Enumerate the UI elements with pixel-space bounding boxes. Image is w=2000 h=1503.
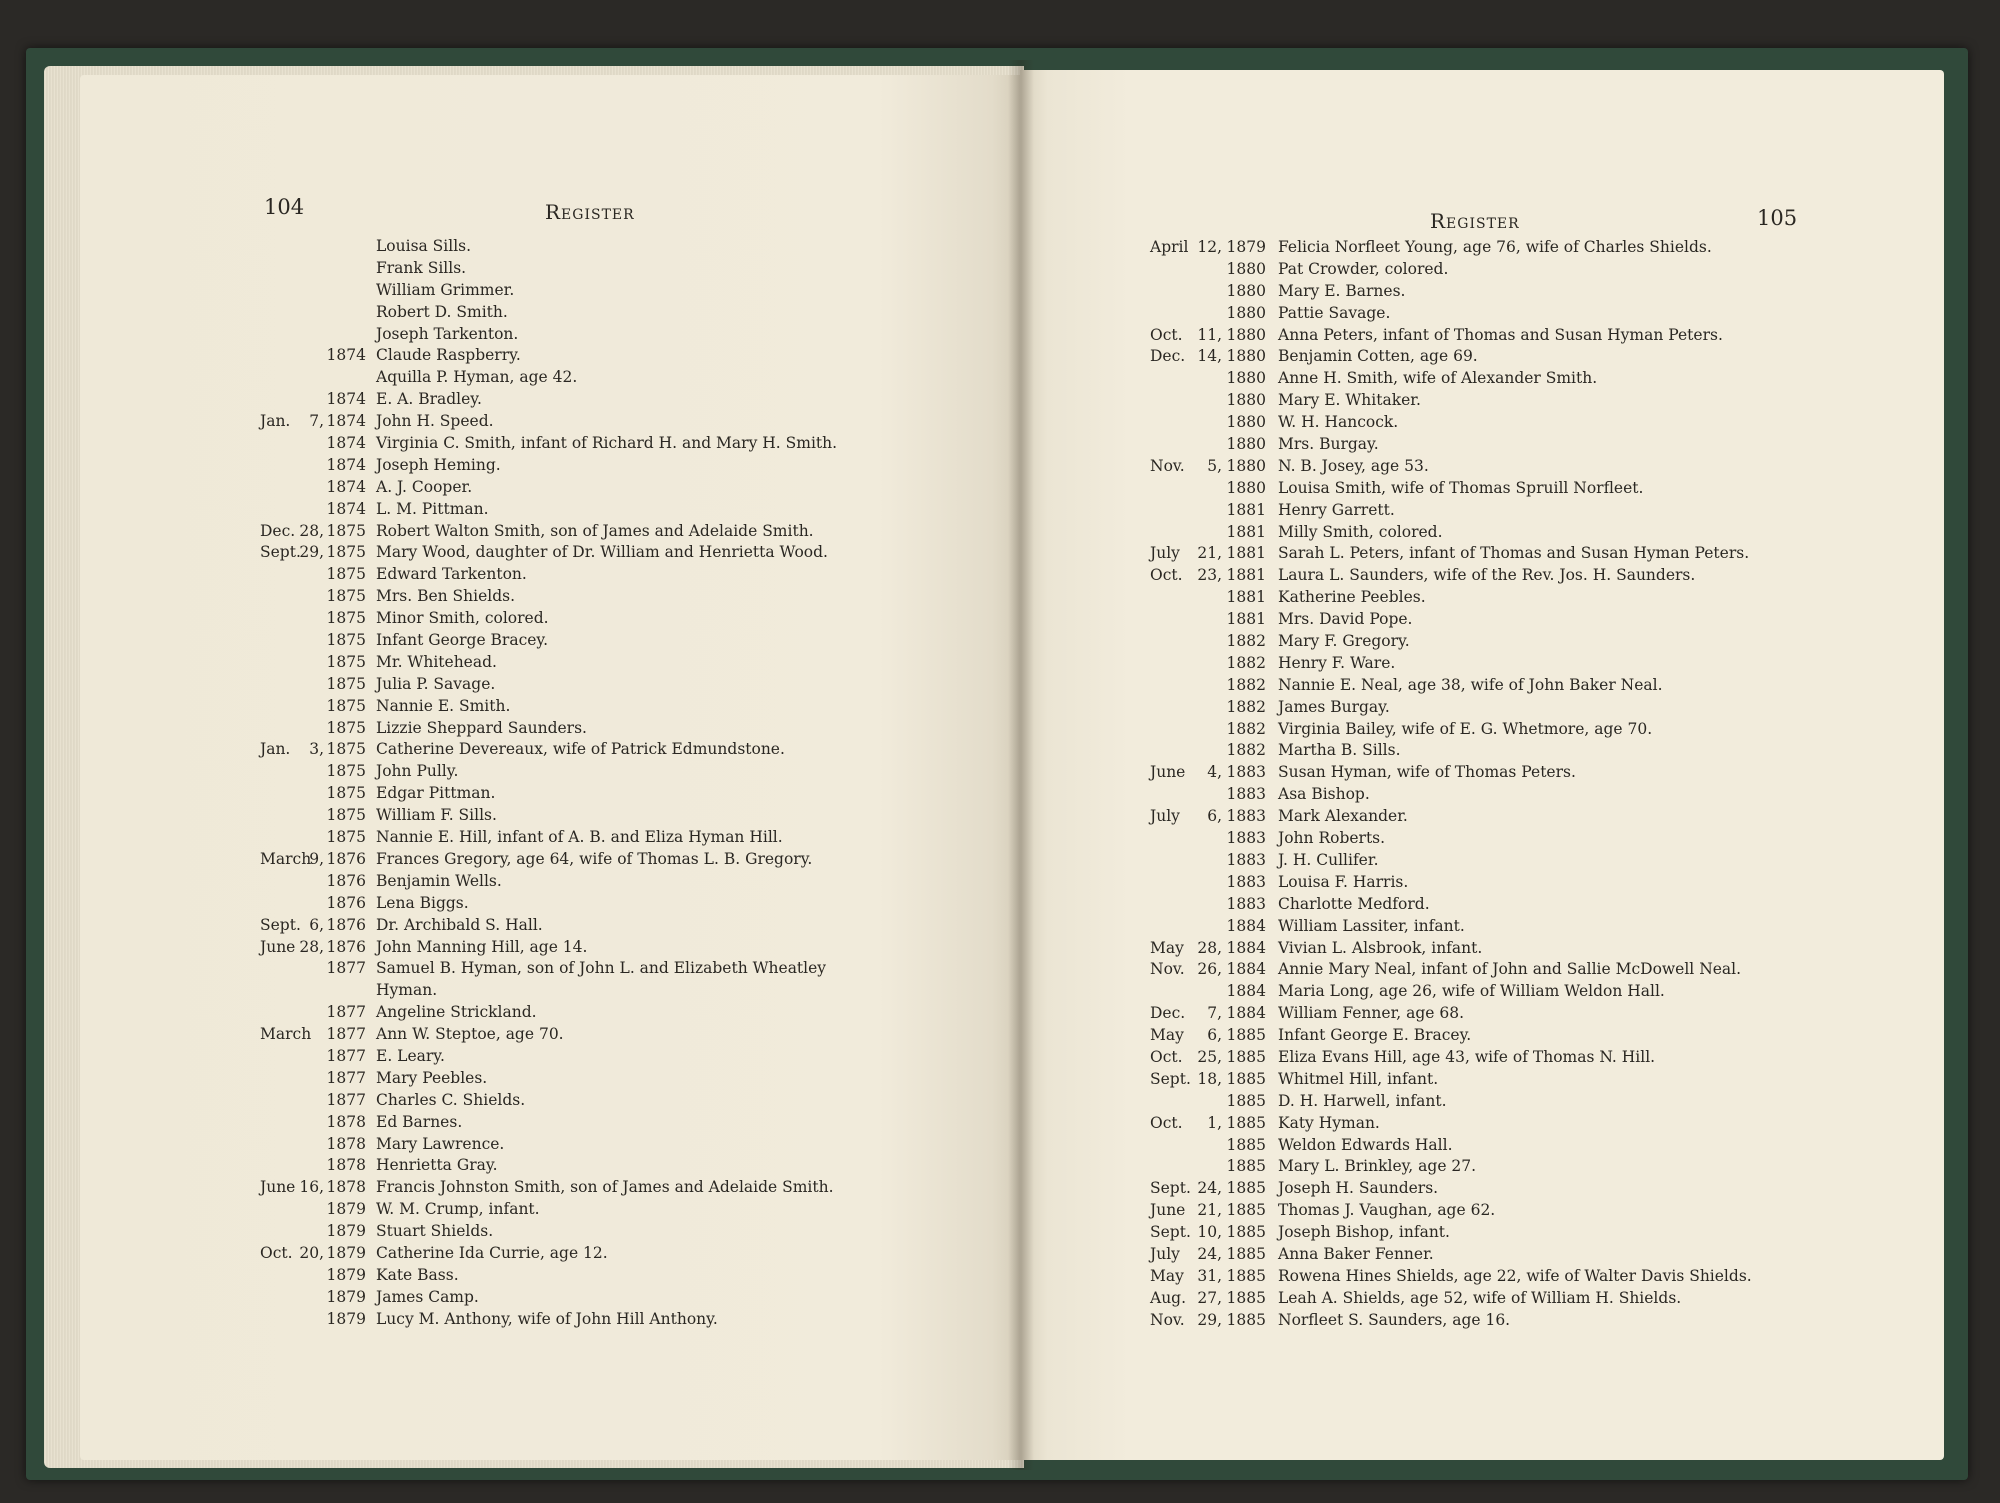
entry-day: 3, bbox=[309, 740, 324, 759]
entry-year: 1876 bbox=[326, 849, 366, 868]
entry-name: Robert Walton Smith, son of James and Adelaide Smith. bbox=[376, 521, 814, 540]
entry-day: 7, bbox=[1207, 1004, 1222, 1023]
entry-name: A. J. Cooper. bbox=[376, 477, 473, 496]
entry-year: 1885 bbox=[1226, 1310, 1266, 1329]
entry-month: April bbox=[1150, 238, 1189, 256]
entry-year: 1875 bbox=[326, 674, 366, 693]
entry-month: Oct. bbox=[1150, 325, 1183, 344]
entry-name: Louisa F. Harris. bbox=[1278, 872, 1409, 891]
entry-day: 11, bbox=[1197, 325, 1222, 344]
entry-year: 1885 bbox=[1226, 1157, 1266, 1176]
entry-year: 1881 bbox=[1226, 566, 1266, 585]
entry-year: 1878 bbox=[326, 1178, 366, 1197]
entry-name: Louisa Sills. bbox=[376, 237, 472, 255]
entry-name: Dr. Archibald S. Hall. bbox=[376, 915, 543, 934]
entry-name: Sarah L. Peters, infant of Thomas and Susan Hyman Peters. bbox=[1278, 544, 1750, 563]
entry-year: 1885 bbox=[1226, 1244, 1266, 1263]
entry-day: 28, bbox=[299, 521, 324, 540]
entry-year: 1879 bbox=[326, 1222, 366, 1241]
entry-year: 1874 bbox=[326, 434, 366, 453]
entry-name: Edgar Pittman. bbox=[376, 784, 496, 803]
entry-year: 1875 bbox=[326, 718, 366, 737]
entry-year: 1875 bbox=[326, 543, 366, 562]
entry-year: 1880 bbox=[1226, 281, 1266, 300]
entry-year: 1883 bbox=[1226, 829, 1266, 848]
entry-year: 1883 bbox=[1226, 763, 1266, 782]
entry-name: Weldon Edwards Hall. bbox=[1278, 1135, 1453, 1154]
entry-month: Sept. bbox=[260, 543, 301, 562]
entry-year: 1884 bbox=[1226, 938, 1266, 957]
entry-name: Virginia C. Smith, infant of Richard H. and Mary H. Smith. bbox=[376, 434, 838, 453]
entry-name: Catherine Ida Currie, age 12. bbox=[376, 1243, 608, 1262]
entry-month: March bbox=[260, 1025, 312, 1044]
entry-name: Rowena Hines Shields, age 22, wife of Walter Davis Shields. bbox=[1278, 1266, 1752, 1285]
entry-name: Nannie E. Hill, infant of A. B. and Eliza Hyman Hill. bbox=[376, 828, 783, 847]
entry-day: 4, bbox=[1207, 763, 1222, 782]
entry-month: Oct. bbox=[260, 1243, 293, 1262]
entry-year: 1876 bbox=[326, 893, 366, 912]
entry-month: Dec. bbox=[1150, 1004, 1186, 1023]
entry-name: Stuart Shields. bbox=[376, 1222, 494, 1241]
entry-name: Eliza Evans Hill, age 43, wife of Thomas N. Hill. bbox=[1278, 1047, 1656, 1066]
entry-name: Thomas J. Vaughan, age 62. bbox=[1278, 1201, 1496, 1220]
entry-name: William F. Sills. bbox=[376, 806, 497, 825]
entry-name: E. A. Bradley. bbox=[376, 390, 482, 409]
entry-day: 12, bbox=[1197, 238, 1222, 256]
entry-day: 6, bbox=[309, 915, 324, 934]
entry-year: 1881 bbox=[1226, 588, 1266, 607]
entry-month: June bbox=[260, 937, 296, 956]
entry-year: 1875 bbox=[326, 696, 366, 715]
entry-year: 1880 bbox=[1226, 347, 1266, 366]
entry-year: 1875 bbox=[326, 609, 366, 628]
entry-day: 31, bbox=[1197, 1266, 1222, 1285]
entry-year: 1877 bbox=[326, 1025, 366, 1044]
entry-year: 1884 bbox=[1226, 982, 1266, 1001]
page-number-right: 105 bbox=[1757, 206, 1798, 230]
entry-year: 1875 bbox=[326, 828, 366, 847]
entry-name: Mary F. Gregory. bbox=[1278, 632, 1410, 651]
entry-year: 1877 bbox=[326, 1003, 366, 1022]
entry-name: Lucy M. Anthony, wife of John Hill Anthony. bbox=[376, 1309, 718, 1328]
entry-year: 1880 bbox=[1226, 391, 1266, 410]
entry-name: Anna Peters, infant of Thomas and Susan Hyman Peters. bbox=[1278, 325, 1723, 344]
entry-month: Sept. bbox=[1150, 1069, 1191, 1088]
entry-name: Samuel B. Hyman, son of John L. and Elizabeth Wheatley bbox=[376, 959, 827, 978]
page-number-left: 104 bbox=[264, 195, 305, 219]
entry-name: Kate Bass. bbox=[376, 1265, 459, 1284]
entry-name: Henrietta Gray. bbox=[376, 1156, 498, 1175]
entry-year: 1884 bbox=[1226, 960, 1266, 979]
entry-name: Julia P. Savage. bbox=[376, 674, 496, 693]
entry-name: W. H. Hancock. bbox=[1278, 413, 1399, 432]
running-header-right: Register bbox=[1430, 209, 1520, 233]
entry-year: 1882 bbox=[1226, 697, 1266, 716]
entry-name: Francis Johnston Smith, son of James and Adelaide Smith. bbox=[376, 1178, 834, 1197]
entry-name: Mary Wood, daughter of Dr. William and Henrietta Wood. bbox=[376, 543, 828, 562]
entry-name: Nannie E. Neal, age 38, wife of John Baker Neal. bbox=[1278, 675, 1663, 694]
entry-name: Annie Mary Neal, infant of John and Sallie McDowell Neal. bbox=[1278, 960, 1742, 979]
entry-year: 1879 bbox=[326, 1200, 366, 1219]
entry-day: 14, bbox=[1197, 347, 1222, 366]
entry-day: 16, bbox=[299, 1178, 324, 1197]
entry-year: 1874 bbox=[326, 455, 366, 474]
entry-month: Nov. bbox=[1150, 1310, 1185, 1329]
entry-year: 1875 bbox=[326, 784, 366, 803]
entry-name: John H. Speed. bbox=[376, 412, 494, 431]
entry-month: July bbox=[1150, 1244, 1180, 1263]
entry-name: Benjamin Cotten, age 69. bbox=[1278, 347, 1478, 366]
left-page bbox=[80, 75, 1020, 1460]
entry-name: John Roberts. bbox=[1278, 829, 1386, 848]
entry-year: 1884 bbox=[1226, 1004, 1266, 1023]
entry-year: 1879 bbox=[1226, 238, 1266, 256]
entry-year: 1874 bbox=[326, 477, 366, 496]
entry-month: May bbox=[1150, 938, 1184, 957]
entry-month: Aug. bbox=[1150, 1288, 1187, 1307]
entry-name: Lena Biggs. bbox=[376, 893, 469, 912]
entry-year: 1876 bbox=[326, 915, 366, 934]
entry-name: Catherine Devereaux, wife of Patrick Edmundstone. bbox=[376, 740, 785, 759]
entry-year: 1885 bbox=[1226, 1223, 1266, 1242]
entry-month: Jan. bbox=[260, 740, 291, 759]
entry-name: Whitmel Hill, infant. bbox=[1278, 1069, 1439, 1088]
entry-name: Mark Alexander. bbox=[1278, 807, 1408, 826]
entry-year: 1876 bbox=[326, 871, 366, 890]
entry-year: 1882 bbox=[1226, 675, 1266, 694]
entry-year: 1874 bbox=[326, 346, 366, 365]
entry-year: 1883 bbox=[1226, 894, 1266, 913]
entry-year: 1874 bbox=[326, 390, 366, 409]
entry-name: Mary L. Brinkley, age 27. bbox=[1278, 1157, 1477, 1176]
entry-name: Aquilla P. Hyman, age 42. bbox=[376, 368, 578, 387]
entry-year: 1880 bbox=[1226, 325, 1266, 344]
entry-month: March bbox=[260, 849, 312, 868]
entry-name: John Pully. bbox=[376, 762, 459, 781]
entry-name: Mary Peebles. bbox=[376, 1068, 488, 1087]
entry-month: June bbox=[1150, 1201, 1186, 1220]
entry-year: 1880 bbox=[1226, 369, 1266, 388]
entry-month: Sept. bbox=[260, 915, 301, 934]
entry-month: Oct. bbox=[1150, 1047, 1183, 1066]
entry-year: 1877 bbox=[326, 959, 366, 978]
entry-year: 1881 bbox=[1226, 522, 1266, 541]
entry-name: Norfleet S. Saunders, age 16. bbox=[1278, 1310, 1511, 1329]
entry-year: 1875 bbox=[326, 762, 366, 781]
entry-month: Oct. bbox=[1150, 1113, 1183, 1132]
entry-day: 1, bbox=[1207, 1113, 1222, 1132]
entry-name: Anna Baker Fenner. bbox=[1278, 1244, 1434, 1263]
entry-day: 28, bbox=[299, 937, 324, 956]
right-page bbox=[1020, 70, 1944, 1460]
entry-month: July bbox=[1150, 807, 1180, 826]
entry-day: 29, bbox=[299, 543, 324, 562]
entry-year: 1885 bbox=[1226, 1201, 1266, 1220]
entry-year: 1882 bbox=[1226, 632, 1266, 651]
entry-name: Joseph Bishop, infant. bbox=[1278, 1223, 1450, 1242]
entry-year: 1875 bbox=[326, 652, 366, 671]
entry-name: Mr. Whitehead. bbox=[376, 652, 497, 671]
entry-year: 1883 bbox=[1226, 850, 1266, 869]
entry-name: Susan Hyman, wife of Thomas Peters. bbox=[1278, 763, 1576, 782]
entry-name: Infant George E. Bracey. bbox=[1278, 1026, 1472, 1045]
entry-name: Mary E. Barnes. bbox=[1278, 281, 1406, 300]
entry-name: Katy Hyman. bbox=[1278, 1113, 1380, 1132]
entry-day: 7, bbox=[309, 412, 324, 431]
entry-month: Sept. bbox=[1150, 1179, 1191, 1198]
entry-year: 1885 bbox=[1226, 1026, 1266, 1045]
entry-year: 1880 bbox=[1226, 413, 1266, 432]
entry-name: James Camp. bbox=[376, 1287, 479, 1306]
entry-month: July bbox=[1150, 544, 1180, 563]
entry-year: 1880 bbox=[1226, 456, 1266, 475]
entry-name: N. B. Josey, age 53. bbox=[1278, 456, 1429, 475]
entry-year: 1881 bbox=[1226, 610, 1266, 629]
entry-year: 1878 bbox=[326, 1134, 366, 1153]
entry-name: Claude Raspberry. bbox=[376, 346, 521, 365]
entry-day: 5, bbox=[1207, 456, 1222, 475]
entry-month: June bbox=[1150, 763, 1186, 782]
entry-year: 1875 bbox=[326, 521, 366, 540]
entry-day: 28, bbox=[1197, 938, 1222, 957]
entry-year: 1878 bbox=[326, 1112, 366, 1131]
entry-year: 1877 bbox=[326, 1068, 366, 1087]
entry-name: Mary Lawrence. bbox=[376, 1134, 505, 1153]
entry-year: 1885 bbox=[1226, 1113, 1266, 1132]
entry-year: 1885 bbox=[1226, 1288, 1266, 1307]
entry-name: Henry Garrett. bbox=[1278, 500, 1395, 519]
entry-year: 1881 bbox=[1226, 544, 1266, 563]
entry-year: 1874 bbox=[326, 499, 366, 518]
entry-day: 6, bbox=[1207, 1026, 1222, 1045]
entry-name: Virginia Bailey, wife of E. G. Whetmore, age 70. bbox=[1278, 719, 1653, 738]
entry-month: Sept. bbox=[1150, 1223, 1191, 1242]
entry-name: James Burgay. bbox=[1278, 697, 1390, 716]
entry-year: 1885 bbox=[1226, 1179, 1266, 1198]
entry-year: 1885 bbox=[1226, 1091, 1266, 1110]
entry-year: 1882 bbox=[1226, 741, 1266, 760]
running-header-left: Register bbox=[545, 200, 635, 224]
entry-year: 1879 bbox=[326, 1287, 366, 1306]
entry-name: D. H. Harwell, infant. bbox=[1278, 1091, 1447, 1110]
entry-name: Martha B. Sills. bbox=[1278, 741, 1401, 760]
entry-year: 1885 bbox=[1226, 1047, 1266, 1066]
entry-year: 1885 bbox=[1226, 1135, 1266, 1154]
entry-name: L. M. Pittman. bbox=[376, 499, 489, 518]
entry-name: E. Leary. bbox=[376, 1046, 445, 1065]
entry-day: 24, bbox=[1197, 1179, 1222, 1198]
entry-name: William Fenner, age 68. bbox=[1278, 1004, 1465, 1023]
entry-year: 1875 bbox=[326, 740, 366, 759]
entry-day: 6, bbox=[1207, 807, 1222, 826]
entry-name: Nannie E. Smith. bbox=[376, 696, 511, 715]
entry-name: Mrs. Burgay. bbox=[1278, 435, 1379, 454]
entry-month: Oct. bbox=[1150, 566, 1183, 585]
book-gutter bbox=[1008, 60, 1034, 1470]
entry-name: J. H. Cullifer. bbox=[1278, 850, 1379, 869]
entry-name: Henry F. Ware. bbox=[1278, 653, 1396, 672]
entry-month: Nov. bbox=[1150, 456, 1185, 475]
entry-name: Angeline Strickland. bbox=[376, 1003, 537, 1022]
entry-name: Joseph Heming. bbox=[376, 455, 501, 474]
entry-day: 21, bbox=[1197, 544, 1222, 563]
entry-name: Pat Crowder, colored. bbox=[1278, 259, 1449, 278]
entry-name: Joseph H. Saunders. bbox=[1278, 1179, 1439, 1198]
entry-year: 1884 bbox=[1226, 916, 1266, 935]
entry-year: 1879 bbox=[326, 1309, 366, 1328]
entry-year: 1876 bbox=[326, 937, 366, 956]
entry-year: 1879 bbox=[326, 1265, 366, 1284]
entry-name: Hyman. bbox=[376, 981, 438, 1000]
entry-name: Robert D. Smith. bbox=[376, 302, 508, 321]
entry-year: 1883 bbox=[1226, 872, 1266, 891]
entry-name: William Grimmer. bbox=[376, 280, 515, 299]
entry-month: Jan. bbox=[260, 412, 291, 431]
entry-name: Felicia Norfleet Young, age 76, wife of Charles Shields. bbox=[1278, 238, 1712, 256]
entry-name: Minor Smith, colored. bbox=[376, 609, 549, 628]
entry-year: 1877 bbox=[326, 1046, 366, 1065]
entry-name: Edward Tarkenton. bbox=[376, 565, 527, 584]
entry-name: John Manning Hill, age 14. bbox=[376, 937, 588, 956]
entry-name: Mrs. David Pope. bbox=[1278, 610, 1413, 629]
entry-name: Laura L. Saunders, wife of the Rev. Jos. H. Saunders. bbox=[1278, 566, 1696, 585]
entry-year: 1879 bbox=[326, 1243, 366, 1262]
entry-day: 27, bbox=[1197, 1288, 1222, 1307]
entry-name: Ed Barnes. bbox=[376, 1112, 463, 1131]
entry-name: Charles C. Shields. bbox=[376, 1090, 526, 1109]
entry-year: 1880 bbox=[1226, 435, 1266, 454]
entry-day: 20, bbox=[299, 1243, 324, 1262]
entry-name: Benjamin Wells. bbox=[376, 871, 502, 890]
entry-month: May bbox=[1150, 1266, 1184, 1285]
entry-day: 21, bbox=[1197, 1201, 1222, 1220]
entry-name: Asa Bishop. bbox=[1278, 785, 1370, 804]
entry-name: Maria Long, age 26, wife of William Weldon Hall. bbox=[1278, 982, 1665, 1001]
entry-year: 1880 bbox=[1226, 478, 1266, 497]
entry-day: 9, bbox=[309, 849, 324, 868]
entry-year: 1885 bbox=[1226, 1069, 1266, 1088]
entry-day: 26, bbox=[1197, 960, 1222, 979]
entry-month: Dec. bbox=[1150, 347, 1186, 366]
entry-month: Dec. bbox=[260, 521, 296, 540]
entry-name: Frances Gregory, age 64, wife of Thomas L. B. Gregory. bbox=[376, 849, 813, 868]
entry-year: 1875 bbox=[326, 587, 366, 606]
entry-year: 1881 bbox=[1226, 500, 1266, 519]
entry-year: 1883 bbox=[1226, 807, 1266, 826]
entry-name: Joseph Tarkenton. bbox=[376, 324, 519, 343]
entry-name: Mary E. Whitaker. bbox=[1278, 391, 1421, 410]
entry-day: 25, bbox=[1197, 1047, 1222, 1066]
entry-name: Leah A. Shields, age 52, wife of William H. Shields. bbox=[1278, 1288, 1682, 1307]
entry-day: 29, bbox=[1197, 1310, 1222, 1329]
entry-day: 18, bbox=[1197, 1069, 1222, 1088]
entry-month: May bbox=[1150, 1026, 1184, 1045]
entry-name: Frank Sills. bbox=[376, 258, 467, 277]
entry-name: Mrs. Ben Shields. bbox=[376, 587, 516, 606]
entry-year: 1882 bbox=[1226, 719, 1266, 738]
entry-name: W. M. Crump, infant. bbox=[376, 1200, 540, 1219]
entry-year: 1885 bbox=[1226, 1266, 1266, 1285]
entry-name: Louisa Smith, wife of Thomas Spruill Norfleet. bbox=[1278, 478, 1644, 497]
entry-month: Nov. bbox=[1150, 960, 1185, 979]
entry-year: 1875 bbox=[326, 565, 366, 584]
entry-day: 10, bbox=[1197, 1223, 1222, 1242]
entry-name: Milly Smith, colored. bbox=[1278, 522, 1443, 541]
entry-year: 1875 bbox=[326, 806, 366, 825]
entry-year: 1883 bbox=[1226, 785, 1266, 804]
entry-year: 1880 bbox=[1226, 303, 1266, 322]
entry-name: Katherine Peebles. bbox=[1278, 588, 1426, 607]
entry-year: 1878 bbox=[326, 1156, 366, 1175]
entry-name: Anne H. Smith, wife of Alexander Smith. bbox=[1278, 369, 1598, 388]
entry-name: Infant George Bracey. bbox=[376, 631, 549, 650]
entry-year: 1874 bbox=[326, 412, 366, 431]
entry-year: 1875 bbox=[326, 631, 366, 650]
entry-name: Lizzie Sheppard Saunders. bbox=[376, 718, 587, 737]
entry-year: 1882 bbox=[1226, 653, 1266, 672]
entry-year: 1877 bbox=[326, 1090, 366, 1109]
entry-day: 24, bbox=[1197, 1244, 1222, 1263]
entry-name: William Lassiter, infant. bbox=[1278, 916, 1465, 935]
entry-name: Ann W. Steptoe, age 70. bbox=[376, 1025, 564, 1044]
entry-month: June bbox=[260, 1178, 296, 1197]
entry-name: Charlotte Medford. bbox=[1278, 894, 1430, 913]
entry-year: 1880 bbox=[1226, 259, 1266, 278]
entry-name: Vivian L. Alsbrook, infant. bbox=[1278, 938, 1483, 957]
entry-name: Pattie Savage. bbox=[1278, 303, 1391, 322]
entry-day: 23, bbox=[1197, 566, 1222, 585]
